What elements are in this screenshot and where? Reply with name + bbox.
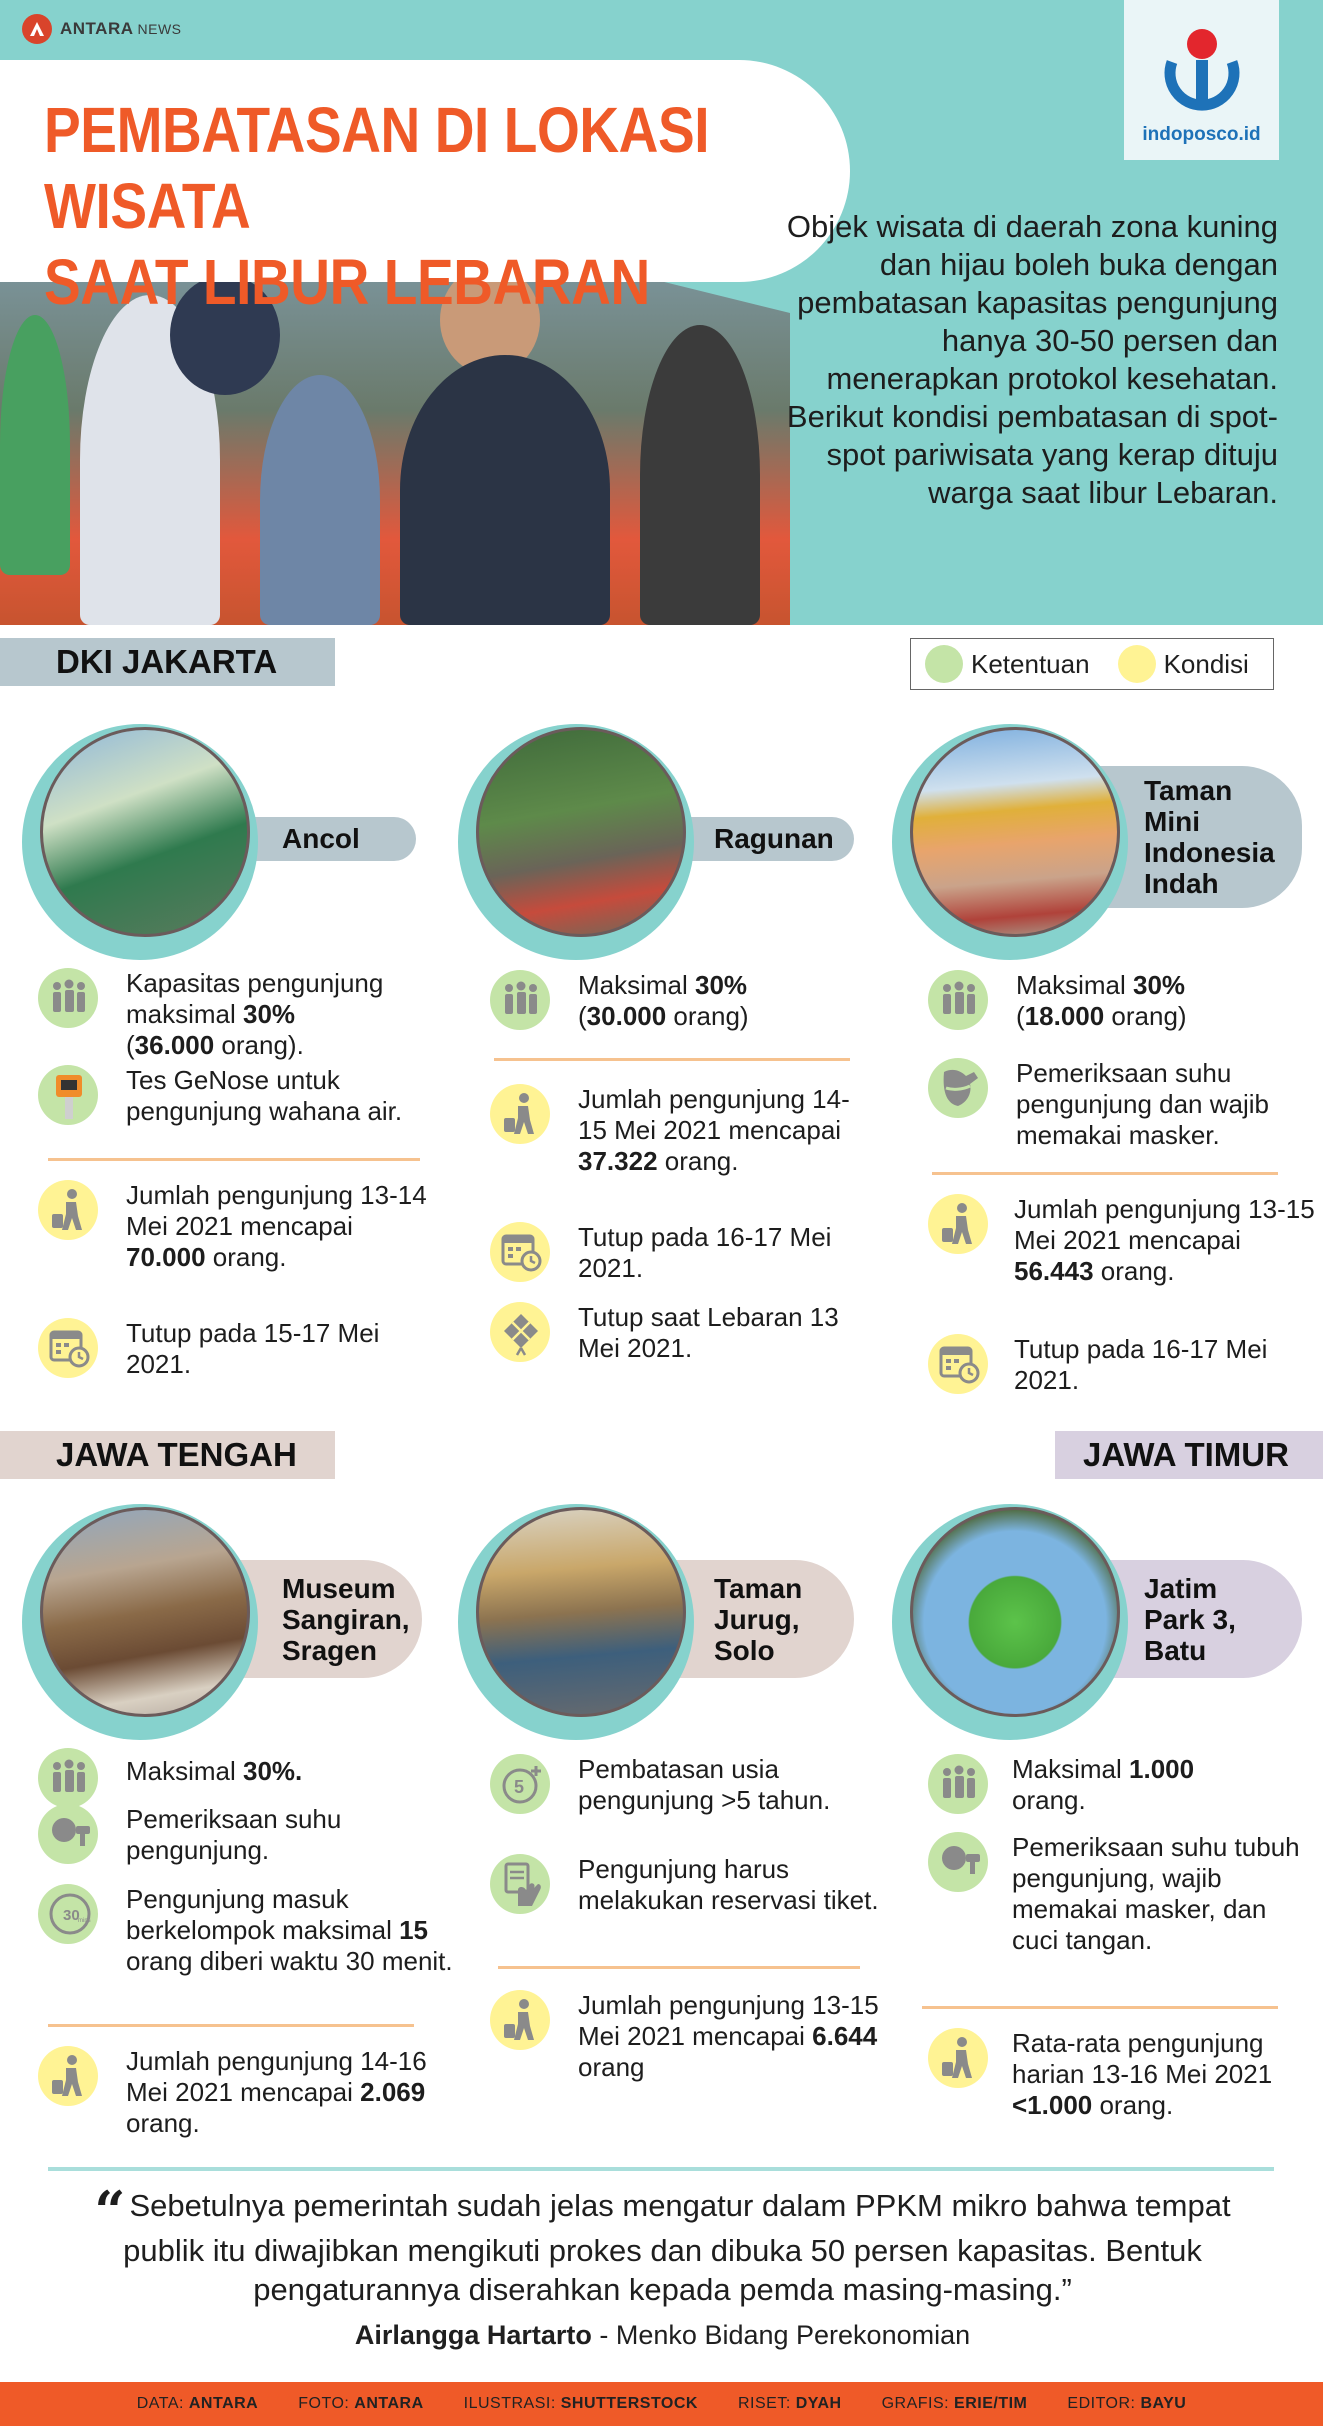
- text-part: orang): [1104, 1001, 1187, 1031]
- traveler-icon: [38, 2046, 98, 2106]
- list-item: [38, 1318, 438, 1380]
- list-item-text: Pengunjung harus melakukan reservasi tiket.: [578, 1854, 879, 1915]
- list-item-text: [126, 1748, 302, 1787]
- location-name-line: Jatim: [1144, 1572, 1218, 1604]
- text-bold: 70.000: [126, 1242, 206, 1272]
- text-bold: 36.000: [134, 1030, 215, 1060]
- calendar-clock-icon: [38, 1318, 98, 1378]
- credit-value: BAYU: [1140, 2395, 1187, 2412]
- traveler-icon: [928, 1194, 988, 1254]
- credit-grafis: [882, 2395, 1028, 2413]
- location-photo-sangiran: [40, 1507, 250, 1717]
- text-part: Jumlah pengunjung 13-14 Mei 2021 mencapai: [126, 1180, 427, 1241]
- page-title: [44, 92, 723, 320]
- location-name-ragunan: Ragunan: [620, 817, 854, 861]
- divider: [48, 2024, 414, 2027]
- quote-attribution: [60, 2320, 1265, 2351]
- location-name-line: Indonesia: [1144, 837, 1275, 868]
- list-item-text: [126, 1180, 438, 1273]
- thermometer-scan-icon: [928, 1832, 988, 1892]
- location-name-line: Museum: [282, 1572, 396, 1604]
- timer-label: 30: [63, 1907, 80, 1924]
- text-part: (: [1016, 1001, 1025, 1031]
- text-part: Maksimal: [1016, 970, 1134, 1000]
- text-part: Kapasitas pengunjung maksimal: [126, 968, 384, 1029]
- list-item: [38, 968, 428, 1061]
- legend-item-kondisi: [1118, 645, 1249, 683]
- traveler-icon: [490, 1990, 550, 2050]
- text-bold: 30.000: [586, 1001, 667, 1031]
- credit-value: DYAH: [795, 2395, 842, 2412]
- credit-key: GRAFIS:: [881, 2395, 955, 2412]
- credit-riset: [738, 2395, 842, 2413]
- text-part: orang.: [126, 2108, 200, 2138]
- list-item: [38, 1804, 438, 1866]
- thermometer-scan-icon: [38, 1804, 98, 1864]
- location-photo-ancol: [40, 727, 250, 937]
- quote-text: Sebetulnya pemerintah sudah jelas mengatur dalam PPKM mikro bahwa tempat publik itu diwajibkan mengikuti prokes dan dibuka 50 persen kapasitas. Bentuk pengaturannya diserahkan kepada pemda masing-masing.”: [123, 2188, 1231, 2307]
- location-name-line: Sragen: [282, 1634, 377, 1666]
- crowd-icon: [928, 970, 988, 1030]
- list-item: [928, 2028, 1318, 2121]
- list-item-text: Tutup saat Lebaran 13 Mei 2021.: [578, 1302, 839, 1363]
- location-name-line: Indah: [1144, 868, 1219, 899]
- quote-author: Airlangga Hartarto: [354, 2320, 592, 2350]
- list-item: [490, 1990, 880, 2083]
- list-item-text: Tutup pada 15-17 Mei 2021.: [126, 1318, 380, 1379]
- list-item-text: Pembatasan usia pengunjung >5 tahun.: [578, 1754, 831, 1815]
- traveler-icon: [928, 2028, 988, 2088]
- list-item: [38, 1884, 458, 1977]
- text-part: Maksimal: [126, 1756, 244, 1786]
- location-photo-jurug: [476, 1507, 686, 1717]
- traveler-icon: [490, 1084, 550, 1144]
- credit-ilustrasi: [464, 2395, 698, 2413]
- quote-divider: [48, 2167, 1274, 2171]
- location-name-line: Batu: [1144, 1634, 1207, 1666]
- antara-news-logo: [22, 14, 182, 44]
- list-item: [38, 1748, 438, 1808]
- location-name-line: Solo: [714, 1634, 775, 1666]
- legend-label-kondisi: Kondisi: [1163, 648, 1249, 679]
- text-bold: 30%: [1133, 970, 1186, 1000]
- location-name-ancol: Ancol: [190, 817, 416, 861]
- text-bold: 30%: [695, 970, 748, 1000]
- crowd-icon: [38, 1748, 98, 1808]
- list-item-text: Tutup pada 16-17 Mei 2021.: [578, 1222, 832, 1283]
- text-bold: 1.000: [1129, 1754, 1195, 1784]
- genose-device-icon: [38, 1065, 98, 1125]
- credit-key: ILUSTRASI:: [463, 2395, 561, 2412]
- list-item: [928, 1832, 1318, 1956]
- credit-key: FOTO:: [298, 2395, 355, 2412]
- text-part: orang.: [205, 1242, 287, 1272]
- indoposco-logo-icon: [1152, 22, 1252, 118]
- crowd-icon: [490, 970, 550, 1030]
- list-item-text: [1012, 1754, 1194, 1816]
- location-name-line: Taman: [1144, 775, 1233, 806]
- text-part: orang.: [1093, 1256, 1175, 1286]
- credit-key: DATA:: [136, 2395, 189, 2412]
- list-item: [490, 970, 870, 1032]
- text-part: (: [126, 1030, 135, 1060]
- location-photo-jatim-park: [910, 1507, 1120, 1717]
- list-item: [490, 1084, 870, 1177]
- antara-news-suffix: NEWS: [137, 21, 182, 37]
- text-part: orang: [578, 2052, 645, 2082]
- list-item: [928, 1194, 1318, 1287]
- text-bold: 56.443: [1014, 1256, 1094, 1286]
- section-label-jawa-timur: JAWA TIMUR: [1055, 1431, 1323, 1479]
- legend-item-ketentuan: [925, 645, 1090, 683]
- divider: [498, 1966, 860, 1969]
- text-part: orang).: [214, 1030, 304, 1060]
- list-item-text: [1016, 970, 1187, 1032]
- quote-block: [60, 2179, 1265, 2309]
- location-name-line: Mini: [1144, 806, 1200, 837]
- list-item: [490, 1302, 870, 1364]
- text-bold: 37.322: [578, 1146, 658, 1176]
- list-item-text: Tutup pada 16-17 Mei 2021.: [1014, 1334, 1268, 1395]
- location-name-line: Sangiran,: [282, 1603, 410, 1635]
- intro-text: Objek wisata di daerah zona kuning dan hijau boleh buka dengan pembatasan kapasitas pengunjung hanya 30-50 persen dan menerapkan protokol kesehatan. Berikut kondisi pembatasan di spot-spot pariwisata yang kerap dituju warga saat libur Lebaran.: [786, 209, 1278, 510]
- crowd-icon: [38, 968, 98, 1028]
- crowd-icon: [928, 1754, 988, 1814]
- text-part: Jumlah pengunjung 14-15 Mei 2021 mencapai: [578, 1084, 850, 1145]
- legend-label-ketentuan: Ketentuan: [971, 648, 1090, 679]
- list-item-text: [1012, 2028, 1318, 2121]
- age-icon-label: 5: [514, 1777, 525, 1797]
- credit-editor: [1067, 2395, 1186, 2413]
- location-photo-tmii: [910, 727, 1120, 937]
- list-item-text: [578, 1990, 880, 2083]
- list-item-text: Pemeriksaan suhu tubuh pengunjung, wajib memakai masker, dan cuci tangan.: [1012, 1832, 1300, 1955]
- antara-wordmark: ANTARA: [60, 19, 134, 38]
- list-item-text: [578, 970, 749, 1032]
- list-item-text: [126, 968, 428, 1061]
- text-part: Jumlah pengunjung 13-15 Mei 2021 mencapai: [578, 1990, 879, 2051]
- text-bold: 30%: [243, 999, 296, 1029]
- list-item-text: [578, 1084, 870, 1177]
- text-part: Jumlah pengunjung 14-16 Mei 2021 mencapai: [126, 2046, 427, 2107]
- legend-swatch-yellow: [1118, 645, 1156, 683]
- section-label-jawa-tengah: JAWA TENGAH: [0, 1431, 335, 1479]
- location-name-line: Taman: [714, 1572, 803, 1604]
- text-bold: 18.000: [1024, 1001, 1105, 1031]
- credit-foto: [298, 2395, 423, 2413]
- credit-value: ANTARA: [354, 2395, 424, 2412]
- list-item: [928, 1334, 1318, 1396]
- text-part: orang.: [1012, 1785, 1086, 1815]
- section-label-dki-jakarta: DKI JAKARTA: [0, 638, 335, 686]
- text-part: Jumlah pengunjung 13-15 Mei 2021 mencapai: [1014, 1194, 1315, 1255]
- list-item: [490, 1222, 870, 1284]
- list-item: [928, 1754, 1318, 1816]
- traveler-icon: [38, 1180, 98, 1240]
- location-photo-ragunan: [476, 727, 686, 937]
- list-item: [38, 1065, 438, 1127]
- list-item: [490, 1754, 870, 1816]
- list-item: [928, 1058, 1318, 1151]
- credit-value: ERIE/TIM: [954, 2395, 1028, 2412]
- divider: [932, 1172, 1278, 1175]
- list-item: [490, 1854, 880, 1916]
- divider: [494, 1058, 850, 1061]
- age-limit-icon: [490, 1754, 550, 1814]
- credits-footer: [0, 2382, 1323, 2426]
- list-item: [928, 970, 1318, 1032]
- timer-30-mins-icon: [38, 1884, 98, 1944]
- quote-mark-icon: “: [94, 2179, 120, 2243]
- text-part: Rata-rata pengunjung harian 13-16 Mei 2021: [1012, 2028, 1273, 2089]
- text-bold: 30%.: [243, 1756, 303, 1786]
- divider: [922, 2006, 1278, 2009]
- credit-value: ANTARA: [188, 2395, 259, 2412]
- credit-value: SHUTTERSTOCK: [560, 2395, 698, 2412]
- credit-key: RISET:: [737, 2395, 796, 2412]
- location-name-line: Jurug,: [714, 1603, 800, 1635]
- text-bold: 2.069: [360, 2077, 426, 2107]
- calendar-clock-icon: [928, 1334, 988, 1394]
- credit-data: [137, 2395, 259, 2413]
- antara-logo-icon: [22, 14, 52, 44]
- credit-key: EDITOR:: [1067, 2395, 1141, 2412]
- location-name-line: Park 3,: [1144, 1603, 1236, 1635]
- indoposco-wordmark: indoposco.id: [1142, 124, 1261, 145]
- timer-unit: mins: [78, 1918, 91, 1924]
- title-line-2: SAAT LIBUR LEBARAN: [44, 246, 650, 318]
- text-part: orang.: [657, 1146, 739, 1176]
- list-item-text: [126, 2046, 458, 2139]
- text-part: orang): [666, 1001, 749, 1031]
- list-item-text: Tes GeNose untuk pengunjung wahana air.: [126, 1065, 403, 1126]
- ticket-hand-icon: [490, 1854, 550, 1914]
- text-bold: 15: [399, 1915, 429, 1945]
- list-item-text: Pemeriksaan suhu pengunjung dan wajib memakai masker.: [1016, 1058, 1269, 1150]
- text-part: (: [578, 1001, 587, 1031]
- calendar-clock-icon: [490, 1222, 550, 1282]
- ketupat-icon: [490, 1302, 550, 1362]
- text-part: orang diberi waktu 30 menit.: [126, 1946, 453, 1976]
- legend-swatch-green: [925, 645, 963, 683]
- divider: [48, 1158, 420, 1161]
- title-line-1: PEMBATASAN DI LOKASI WISATA: [44, 94, 710, 242]
- list-item: [38, 2046, 458, 2139]
- quote-role: - Menko Bidang Perekonomian: [591, 2320, 971, 2350]
- mask-thermometer-icon: [928, 1058, 988, 1118]
- text-part: Pengunjung masuk berkelompok maksimal: [126, 1884, 400, 1945]
- text-bold: <1.000: [1012, 2090, 1093, 2120]
- text-part: orang.: [1092, 2090, 1174, 2120]
- indoposco-logo: [1124, 0, 1279, 160]
- text-bold: 6.644: [812, 2021, 878, 2051]
- text-part: Maksimal: [1012, 1754, 1130, 1784]
- header-banner: [0, 0, 1323, 625]
- list-item: [38, 1180, 438, 1273]
- list-item-text: [126, 1884, 458, 1977]
- text-part: Maksimal: [578, 970, 696, 1000]
- list-item-text: [1014, 1194, 1318, 1287]
- list-item-text: Pemeriksaan suhu pengunjung.: [126, 1804, 342, 1865]
- legend: [910, 638, 1274, 690]
